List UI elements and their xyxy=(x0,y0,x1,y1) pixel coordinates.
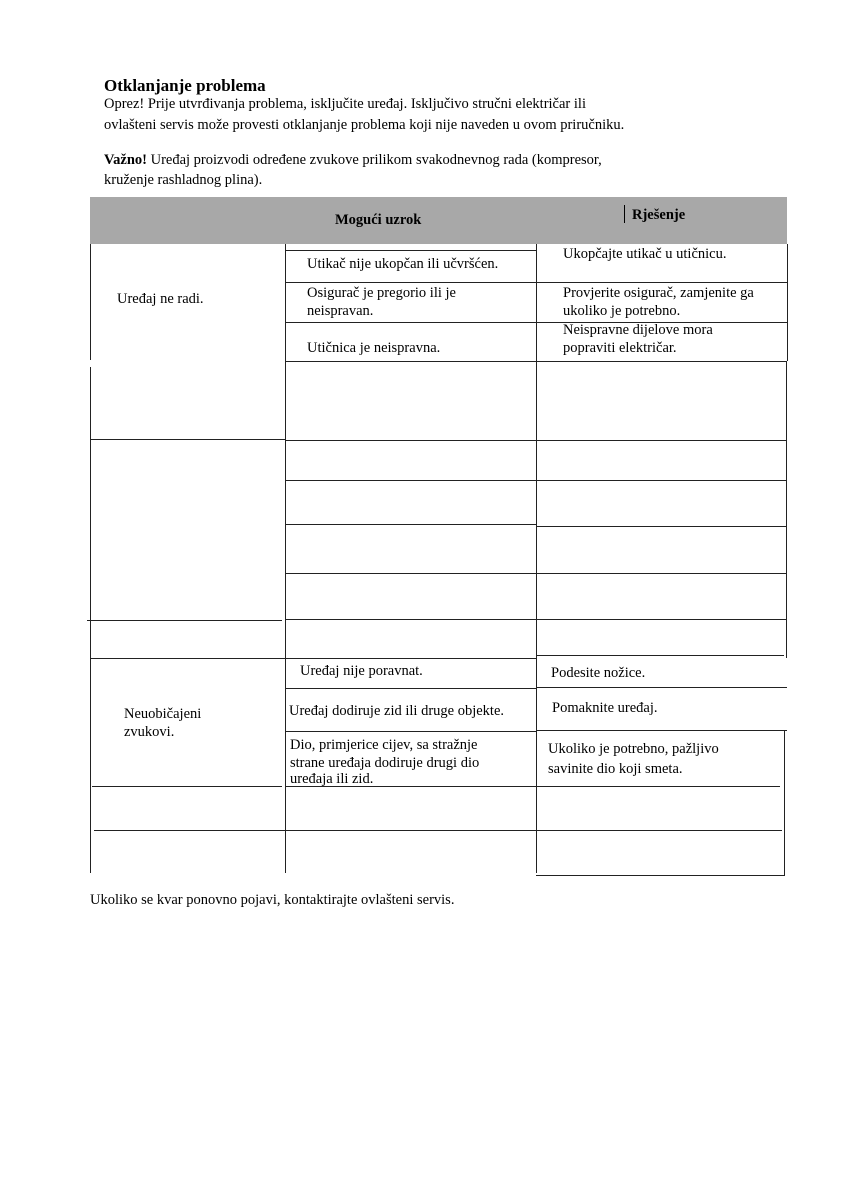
row-line xyxy=(285,250,536,251)
important-label: Važno! xyxy=(104,152,147,168)
column-divider xyxy=(536,244,537,873)
solution-text: Pomaknite uređaj. xyxy=(552,700,658,716)
problem-label: Neuobičajeni xyxy=(124,706,202,722)
row-line xyxy=(536,687,787,688)
table-border-right xyxy=(786,361,787,658)
column-divider xyxy=(285,244,286,873)
table-border-right xyxy=(784,730,785,876)
row-line xyxy=(285,731,536,732)
row-line xyxy=(536,786,780,787)
problem-label: Uređaj ne radi. xyxy=(117,291,204,307)
solution-text: Ukopčajte utikač u utičnicu. xyxy=(563,246,727,262)
row-line xyxy=(285,830,536,831)
row-line xyxy=(92,786,282,787)
row-line xyxy=(536,730,787,731)
row-line xyxy=(285,573,787,574)
solution-text: ukoliko je potrebno. xyxy=(563,303,681,319)
cause-text: uređaja ili zid. xyxy=(290,771,374,787)
row-line xyxy=(285,658,536,659)
row-line xyxy=(87,620,282,621)
caution-line-2: ovlašteni servis može provesti otklanjanje problema koji nije naveden u ovom priručniku. xyxy=(104,117,625,133)
cause-text: strane uređaja dodiruje drugi dio xyxy=(290,755,480,771)
solution-text: Provjerite osigurač, zamjenite ga xyxy=(563,285,754,301)
row-line xyxy=(536,526,787,527)
cause-text: Utikač nije ukopčan ili učvršćen. xyxy=(307,256,499,272)
page-title: Otklanjanje problema xyxy=(104,76,266,95)
solution-text: Neispravne dijelove mora xyxy=(563,322,713,338)
row-line xyxy=(285,524,536,525)
row-line xyxy=(285,361,787,362)
cause-text: Uređaj dodiruje zid ili druge objekte. xyxy=(289,703,505,719)
row-line xyxy=(285,688,536,689)
row-line xyxy=(536,830,782,831)
row-line xyxy=(94,830,285,831)
table-border-left xyxy=(90,244,91,360)
cause-text: Osigurač je pregorio ili je xyxy=(307,285,456,301)
header-cause: Mogući uzrok xyxy=(335,212,422,228)
table-border-right xyxy=(787,244,788,361)
row-line xyxy=(536,655,784,656)
header-divider xyxy=(624,205,625,223)
table-bottom xyxy=(536,875,784,876)
row-line xyxy=(285,480,787,481)
row-line xyxy=(90,658,285,659)
important-line-2: kruženje rashladnog plina). xyxy=(104,172,263,188)
header-solution: Rješenje xyxy=(632,207,686,223)
row-line xyxy=(285,440,787,441)
solution-text: Podesite nožice. xyxy=(551,665,646,681)
important-text: Uređaj proizvodi određene zvukove prilikom svakodnevnog rada (kompresor, xyxy=(146,152,602,168)
cause-text: Uređaj nije poravnat. xyxy=(300,663,423,679)
solution-text: Ukoliko je potrebno, pažljivo xyxy=(548,741,719,757)
row-line xyxy=(90,439,285,440)
cause-text: Dio, primjerice cijev, sa stražnje xyxy=(290,737,478,753)
problem-label: zvukovi. xyxy=(124,724,175,740)
row-line xyxy=(285,619,787,620)
caution-line-1: Oprez! Prije utvrđivanja problema, isključite uređaj. Isključivo stručni električar ili xyxy=(104,96,586,112)
footer-note: Ukoliko se kvar ponovno pojavi, kontaktirajte ovlašteni servis. xyxy=(90,892,455,908)
important-line-1 xyxy=(104,152,602,169)
solution-text: savinite dio koji smeta. xyxy=(548,761,683,777)
row-line xyxy=(285,282,787,283)
cause-text: Utičnica je neispravna. xyxy=(307,340,441,356)
cause-text: neispravan. xyxy=(307,303,374,319)
solution-text: popraviti električar. xyxy=(563,340,677,356)
